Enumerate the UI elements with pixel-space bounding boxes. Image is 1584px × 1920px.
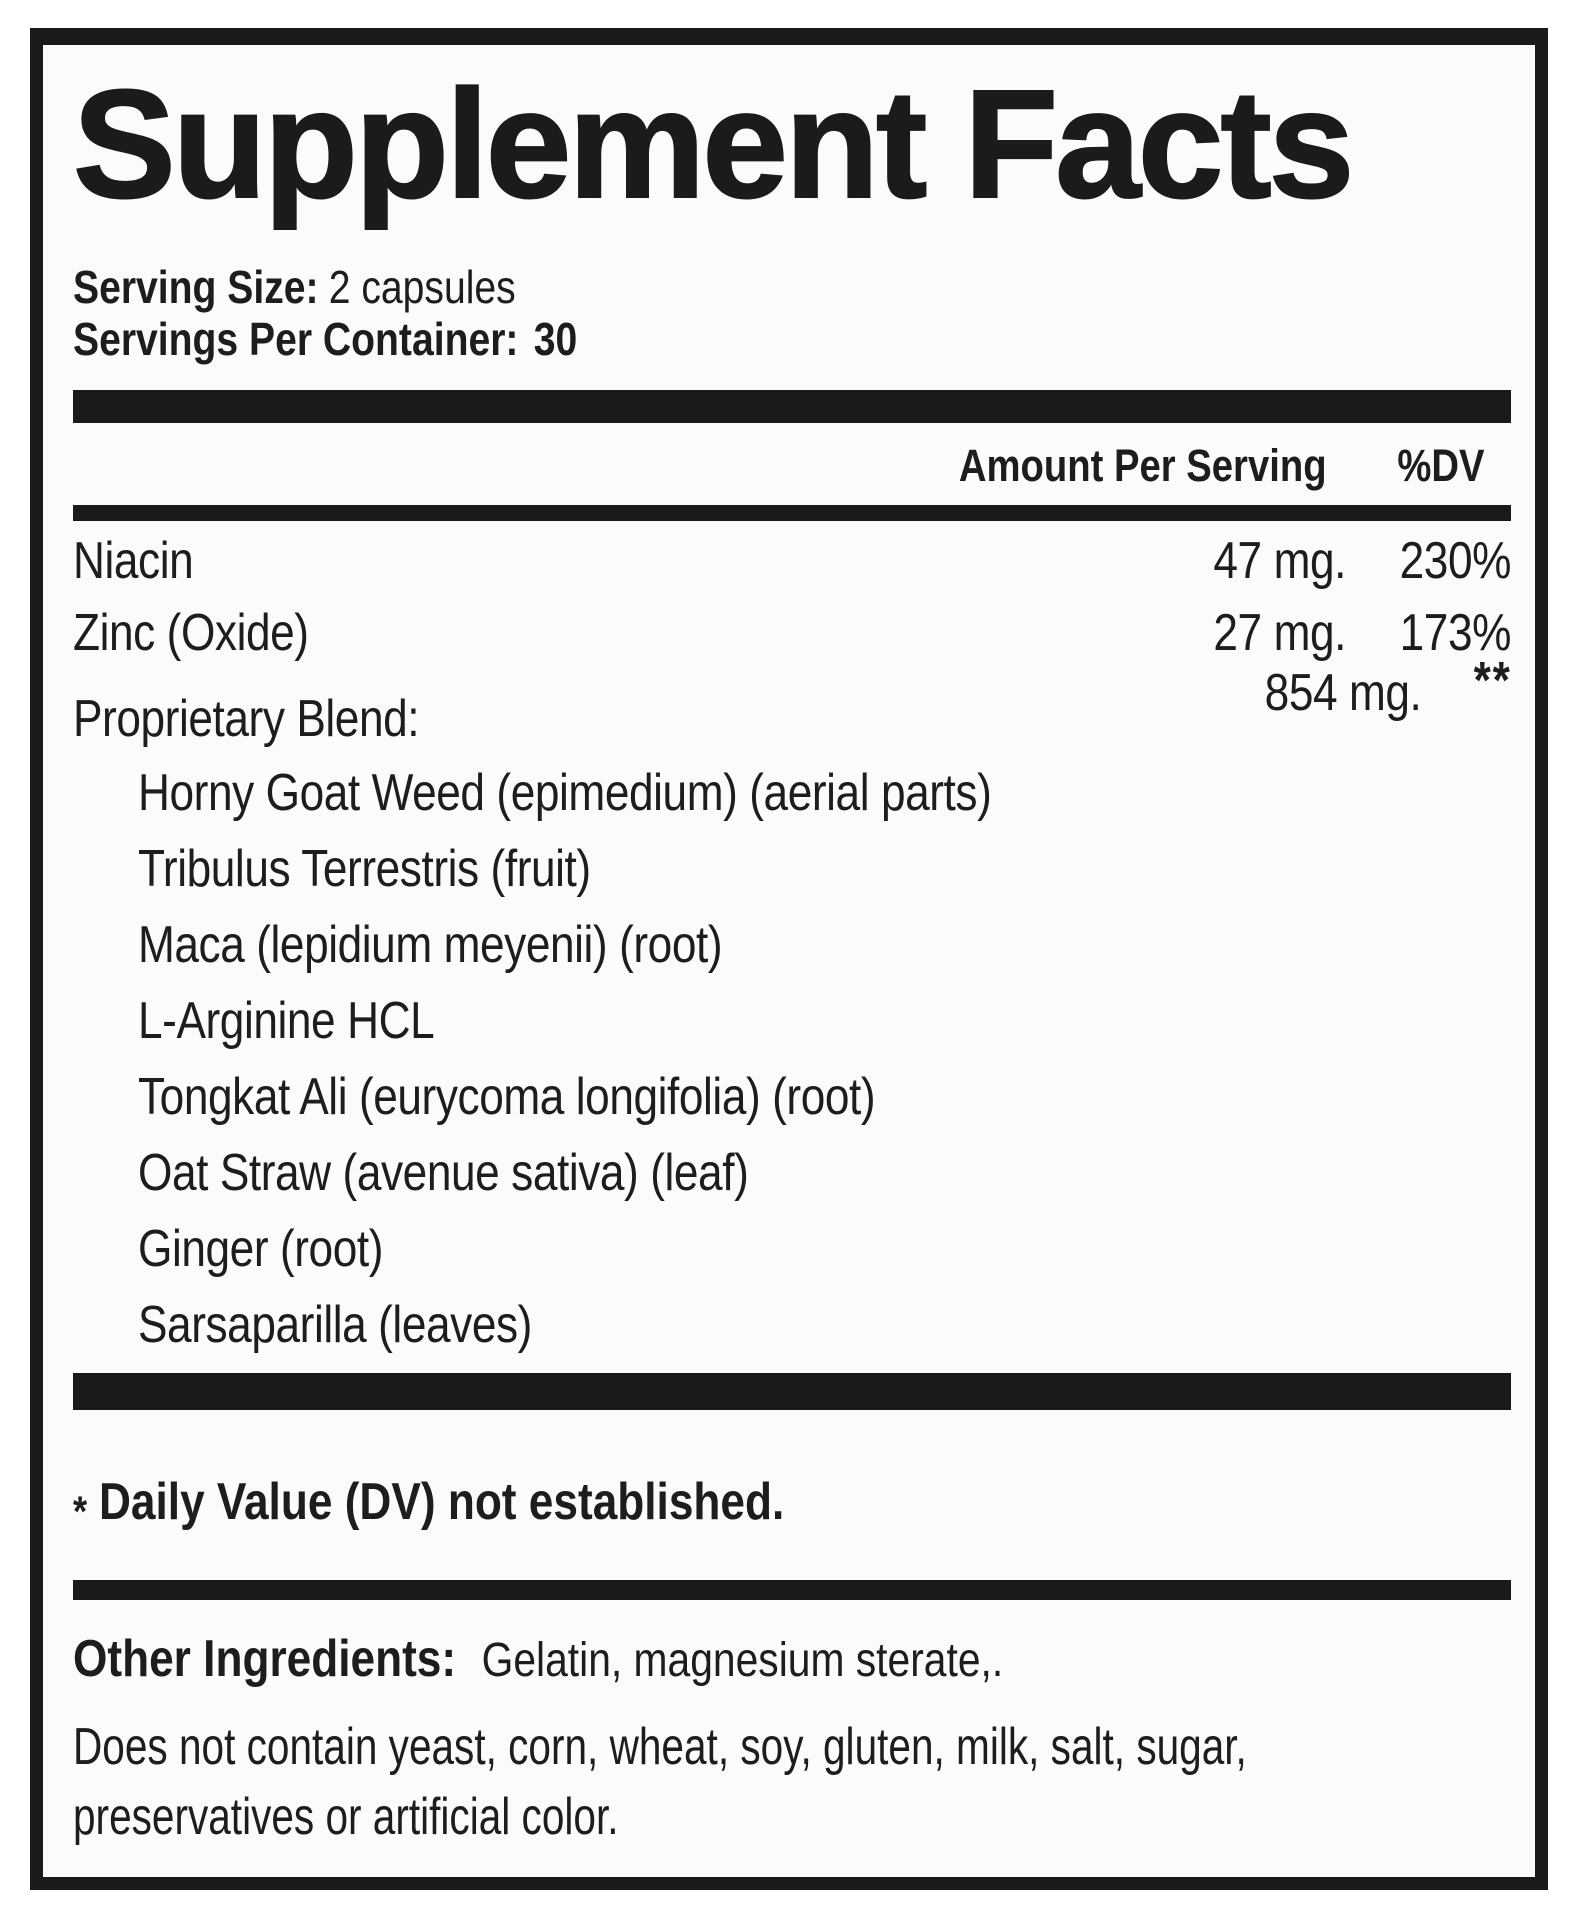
serving-size-label: Serving Size: [73, 260, 319, 313]
nutrient-name: Proprietary Blend: [73, 689, 420, 748]
page-title-text: Supplement Facts [73, 58, 1352, 230]
panel-content [43, 55, 1535, 1852]
blend-ingredient-item: Tongkat Ali (eurycoma longifolia) (root) [138, 1067, 876, 1126]
other-ingredients-line [73, 1627, 1511, 1693]
other-ingredients-value: Gelatin, magnesium sterate,. [481, 1633, 1004, 1687]
table-row-proprietary-blend [73, 652, 1511, 755]
nutrient-name: Zinc (Oxide) [73, 603, 309, 662]
nutrient-table [73, 525, 1511, 755]
nutrient-amount: 47 mg. [1213, 531, 1346, 590]
servings-per-container-line [73, 313, 1511, 365]
divider-medium-top [73, 505, 1511, 521]
blend-ingredient-list [73, 755, 1511, 1363]
divider-thick-bottom [73, 1373, 1511, 1410]
amount-per-serving-header: Amount Per Serving [958, 439, 1327, 491]
supplement-facts-panel [30, 28, 1548, 1890]
asterisk-symbol: * [73, 1488, 88, 1537]
blend-ingredient-item: Oat Straw (avenue sativa) (leaf) [138, 1143, 749, 1202]
disclaimer-line-1: Does not contain yeast, corn, wheat, soy, gluten, milk, salt, sugar, [73, 1717, 1247, 1776]
blend-ingredient-item: Tribulus Terrestris (fruit) [138, 839, 591, 898]
servings-per-container-label: Servings Per Container: [73, 312, 519, 365]
blend-ingredient-item: L-Arginine HCL [138, 991, 435, 1050]
dv-footnote-text: Daily Value (DV) not established. [99, 1472, 785, 1531]
nutrient-dv: 173% [1399, 603, 1511, 662]
nutrient-amount: 854 mg. [1264, 663, 1421, 722]
disclaimer-line-2: preservatives or artificial color. [73, 1787, 619, 1846]
nutrient-amount: 27 mg. [1213, 603, 1346, 662]
nutrient-dv: 230% [1399, 531, 1511, 590]
other-ingredients-label: Other Ingredients: [73, 1629, 457, 1688]
divider-thick-top [73, 390, 1511, 423]
double-asterisk-symbol: ** [1473, 652, 1511, 711]
serving-size-line [73, 261, 1511, 313]
blend-ingredient-item: Horny Goat Weed (epimedium) (aerial parts) [138, 763, 992, 822]
table-row-zinc [73, 597, 1511, 669]
servings-per-container-value: 30 [533, 312, 578, 365]
divider-medium-bottom [73, 1580, 1511, 1600]
percent-dv-header: %DV [1397, 439, 1485, 491]
serving-info-block [73, 261, 1511, 365]
nutrient-name: Niacin [73, 531, 194, 590]
blend-ingredient-item: Maca (lepidium meyenii) (root) [138, 915, 723, 974]
serving-size-value: 2 capsules [328, 260, 516, 313]
dv-footnote [73, 1472, 1511, 1537]
table-header-row [73, 439, 1511, 491]
table-row-niacin [73, 525, 1511, 597]
page-title [73, 55, 1511, 234]
blend-ingredient-item: Sarsaparilla (leaves) [138, 1295, 532, 1354]
blend-ingredient-item: Ginger (root) [138, 1219, 384, 1278]
